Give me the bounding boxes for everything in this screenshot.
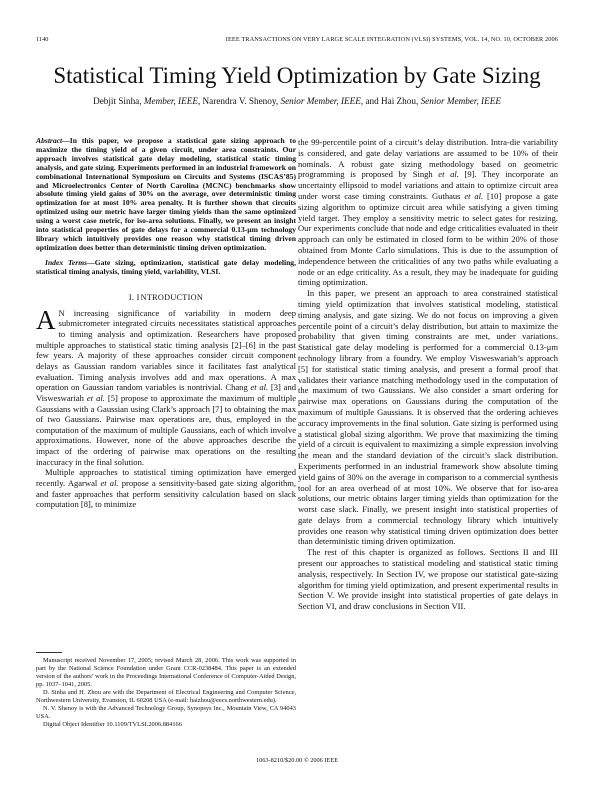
- abstract-dash: —: [62, 136, 70, 145]
- paragraph-text: [5] propose to approximate the maximum of multiple Gaussians with a Gaussian using Clark’s approach [7] to obtaining the max of two Gaussians. Pairwise max operations are, thus, employed in the computation of the maximum of multiple Gaussians, each of which involve approximations. However, none of the above approaches describe the impact of the ordering of pairwise max operations on the resulting inaccuracy in the final solution.: [36, 392, 297, 467]
- footnote-affiliation: N. V. Shenoy is with the Advanced Technology Group, Synopsys Inc., Mountain View, CA 94043 USA.: [36, 705, 296, 720]
- author-name: , Narendra V. Shenoy,: [197, 96, 281, 106]
- footnotes: [36, 657, 296, 729]
- author-role: Senior Member, IEEE: [420, 96, 501, 106]
- right-column: [298, 137, 558, 612]
- author-name: Debjit Sinha,: [93, 96, 144, 106]
- copyright-footer: 1063-8210/$20.00 © 2006 IEEE: [255, 757, 339, 764]
- index-terms: [36, 259, 296, 277]
- et-al: et al.: [464, 190, 484, 201]
- abstract: [36, 137, 296, 253]
- index-terms-text: Gate sizing, optimization, statistical gate delay modeling, statistical timing analysis, timing yield, variability, VLSI.: [36, 257, 296, 276]
- author-line: [20, 96, 574, 107]
- body-paragraph: In this paper, we present an approach to area constrained statistical timing yield optimization that involves statistical modeling, statistical timing analysis, and gate sizing. We do not focus on improving a given percentile point of a circuit’s delay distribution, but attain to maximize the probability that given timing constraints are met, under variations. Statistical gate delay modeling is performed for a commercial 0.13-μm technology library from a foundry. We employ Visweswariah’s approach [5] for statistical static timing analysis, and present a formal proof that validates their variance matching methodology used in the computation of the maximum of two Gaussians. We also consider a smart ordering for pairwise max operations on Gaussians during the computation of the maximum of multiple Gaussians. It is observed that the ordering achieves accuracy improvements in the final solution. Gate sizing is performed using a statistical global sizing algorithm. We prove that maximizing the timing yield of a circuit is equivalent to maximizing a simple expression involving the mean and the standard deviation of the circuit’s slack distribution. Experiments performed in an industrial framework show absolute timing yield gains of 30% on the average in comparison to a commercial synthesis tool for an area overhead of at most 10%. We observe that for iso-area solutions, our metric obtains larger timing yields than optimization for the worst case slack. Finally, we present insight into statistical properties of gate delays from a commercial technology library which intuitively provides one reason why statistical timing driven optimization does better than deterministic timing driven optimization.: [298, 288, 558, 547]
- paragraph-text: N increasing significance of variability in modern deep submicrometer integrated circuits necessitates statistical approaches to timing analysis and optimization. Researchers have proposed multiple approaches to statistical static timing analysis [2]–[6] in the past few years. A majority of these approaches consider circuit component delays as Gaussian random variables since it facilitates fast analytical evaluation. Timing analysis involves add and max operations. A max operation on Gaussian random variables is nontrivial. Chang: [36, 307, 296, 393]
- paragraph-text: [10] propose a gate sizing algorithm to optimize circuit area while satisfying a given timing yield target. They employ a sensitivity metric to select gates for resizing. Our experiments conclude that node and edge criticalities evaluated in their approach can only be estimated in closed form to be within 20% of those obtained from Monte Carlo simulations. This is due to the assumption of independence between the criticalities of any two paths while evaluating a node or an edge criticality. As a result, they may be inadequate for guiding timing optimization.: [298, 190, 558, 288]
- et-al: et al.: [438, 169, 459, 180]
- author-role: Member, IEEE: [143, 96, 198, 106]
- index-terms-label: Index Terms: [45, 257, 88, 267]
- et-al: et al.: [100, 478, 119, 489]
- footnote-manuscript: Manuscript received November 17, 2005; revised March 28, 2006. This work was supported in part by the National Science Foundation under Grant CCR-0238484. This paper is an extended version of the authors’ work in the Proceedings International Conference of Computer-Aided Design, pp. 1037–1041, 2005.: [36, 657, 296, 688]
- author-role: Senior Member, IEEE: [280, 96, 361, 106]
- author-name: , and Hai Zhou,: [360, 96, 421, 106]
- index-terms-dash: —: [87, 257, 95, 267]
- body-paragraph: [298, 137, 558, 288]
- left-column: [36, 137, 296, 510]
- body-paragraph: The rest of this chapter is organized as follows. Sections II and III present our approaches to statistical modeling and statistical static timing analysis, respectively. In Section IV, we propose our statistical gate-sizing algorithm for timing yield optimization, and present experimental results in Section V. We provide insight into statistical properties of gate delays in Section VI, and draw conclusions in Section VII.: [298, 547, 558, 612]
- page-number: 1140: [36, 36, 49, 43]
- footnote-affiliation: D. Sinha and H. Zhou are with the Department of Electrical Engineering and Computer Science, Northwestern University, Evanston, IL 60208 USA (e-mail: haizhou@eecs.northwestern.edu).: [36, 689, 296, 704]
- et-al: et al.: [250, 382, 269, 393]
- drop-cap: A: [36, 304, 56, 335]
- et-al: et al.: [86, 392, 105, 403]
- paragraph-text: [9]. They incorporate an uncertainty ellipsoid to model variations and attain to optimize circuit area under worst case timing constraints. Guthaus: [298, 169, 558, 201]
- paragraph-text: Multiple approaches to statistical timing optimization have emerged recently. Agarwal: [36, 467, 296, 489]
- journal-running-title: IEEE TRANSACTIONS ON VERY LARGE SCALE INTEGRATION (VLSI) SYSTEMS, VOL. 14, NO. 10, OCTOBER 2006: [225, 36, 558, 43]
- paragraph-text: propose a sensitivity-based gate sizing algorithm, and faster approaches that perform sensitivity calculation based on slack computation [8], to minimize: [36, 478, 296, 510]
- section-heading: I. I NTRODUCTION: [128, 292, 204, 302]
- abstract-label: Abstract: [36, 136, 63, 145]
- body-paragraph: [36, 467, 296, 510]
- paragraph-text: the 99-percentile point of a circuit’s delay distribution. Intra-die variability is considered, and gate delay variations are assumed to be 10% of their nominals. A robust gate sizing methodology based on geometric programming is proposed by Singh: [298, 137, 558, 180]
- abstract-text: In this paper, we propose a statistical gate sizing approach to maximize the timing yield of a given circuit, under area constraints. Our approach involves statistical gate delay modeling, statistical static timing analysis, and gate sizing. Experiments performed in an industrial framework on combinational International Symposium on Circuits and Systems (ISCAS’85) and Microelectronics Center of North Carolina (MCNC) benchmarks show absolute timing yield gains of 30% on the average, over deterministic timing optimization for at most 10% area penalty. It is further shown that circuits optimized using our metric have larger timing yields than the same optimized using a worst case metric, for iso-area solutions. Finally, we present an insight into statistical properties of gate delays for a commercial 0.13-μm technology library which intuitively provides one reason why statistical timing driven optimization does better than deterministic timing driven optimization.: [36, 136, 296, 252]
- paper-title: Statistical Timing Yield Optimization by Gate Sizing: [53, 63, 541, 88]
- body-paragraph: [36, 304, 297, 468]
- footnote-doi: Digital Object Identifier 10.1109/TVLSI.2006.884166: [43, 721, 182, 728]
- paragraph-text: [3] and Visweswariah: [36, 382, 296, 403]
- footnote-rule: [36, 652, 62, 653]
